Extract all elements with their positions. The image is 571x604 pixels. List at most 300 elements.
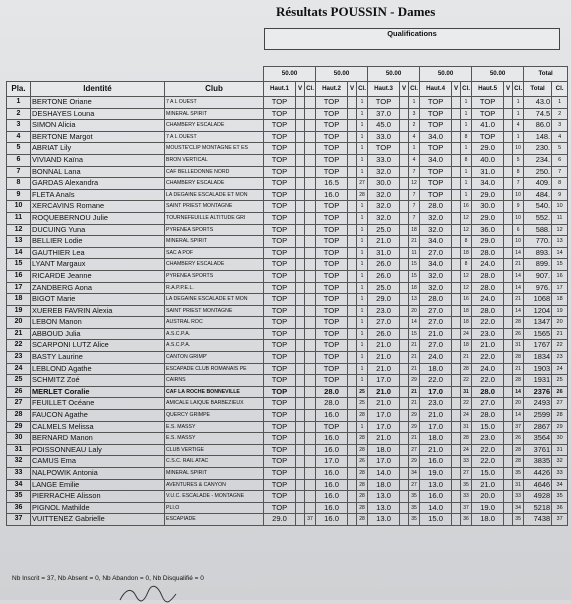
v-4-cell <box>452 143 461 155</box>
v-2-cell <box>348 491 357 503</box>
rank-2-cell: 1 <box>357 247 368 259</box>
rank-2-cell: 1 <box>357 282 368 294</box>
v-3-cell <box>400 340 409 352</box>
v-3-cell <box>400 97 409 109</box>
athlete-name-cell: CAMUS Ema <box>31 456 165 468</box>
height-4-cell: 27.0 <box>420 317 452 329</box>
rank-1-cell <box>305 97 316 109</box>
athlete-name-cell: XERCAVINS Romane <box>31 201 165 213</box>
height-1-cell: TOP <box>264 433 296 445</box>
height-1-cell: TOP <box>264 421 296 433</box>
height-1-cell: TOP <box>264 189 296 201</box>
rank-5-cell: 10 <box>513 236 524 248</box>
table-row <box>7 479 568 491</box>
final-rank-cell: 33 <box>552 468 568 480</box>
height-5-cell: 22.0 <box>472 456 504 468</box>
height-2-cell: TOP <box>316 305 348 317</box>
rank-1-cell <box>305 491 316 503</box>
v-2-cell <box>348 421 357 433</box>
v-4-cell <box>452 305 461 317</box>
height-4-cell: 27.0 <box>420 305 452 317</box>
height-4-cell: 28.0 <box>420 294 452 306</box>
rank-2-cell: 28 <box>357 514 368 526</box>
height-5-cell: 30.0 <box>472 201 504 213</box>
height-4-cell: 22.0 <box>420 375 452 387</box>
rank-cell: 26 <box>7 386 31 398</box>
height-3-cell: 17.0 <box>368 421 400 433</box>
v-2-cell <box>348 352 357 364</box>
table-row <box>7 421 568 433</box>
v-5-cell <box>504 514 513 526</box>
height-3-cell: 27.0 <box>368 317 400 329</box>
rank-1-cell <box>305 398 316 410</box>
rank-5-cell: 35 <box>513 468 524 480</box>
v-5-cell <box>504 398 513 410</box>
v-3-cell <box>400 247 409 259</box>
rank-5-cell: 26 <box>513 433 524 445</box>
table-row <box>7 468 568 480</box>
v-5-cell <box>504 468 513 480</box>
v-1-cell <box>296 294 305 306</box>
club-name-cell: CHAMBERY ESCALADE <box>165 178 264 190</box>
header-cl4: Cl. <box>461 82 472 97</box>
final-rank-cell: 8 <box>552 178 568 190</box>
rank-2-cell: 1 <box>357 108 368 120</box>
rank-2-cell: 1 <box>357 363 368 375</box>
total-score-cell: 74.5 <box>524 108 552 120</box>
rank-3-cell: 20 <box>409 305 420 317</box>
v-3-cell <box>400 131 409 143</box>
rank-2-cell: 1 <box>357 224 368 236</box>
club-name-cell: E.S. MASSY <box>165 433 264 445</box>
club-name-cell: SAINT PRIEST MONTAGNE <box>165 305 264 317</box>
height-3-cell: 21.0 <box>368 363 400 375</box>
final-rank-cell: 26 <box>552 386 568 398</box>
v-2-cell <box>348 201 357 213</box>
height-5-cell: 24.0 <box>472 259 504 271</box>
rank-1-cell <box>305 502 316 514</box>
v-2-cell <box>348 502 357 514</box>
height-4-cell: 34.0 <box>420 259 452 271</box>
header-haut3: Haut.3 <box>368 82 400 97</box>
height-1-cell: TOP <box>264 212 296 224</box>
rank-cell: 14 <box>7 247 31 259</box>
athlete-name-cell: SIMON Alicia <box>31 120 165 132</box>
v-1-cell <box>296 340 305 352</box>
rank-2-cell: 1 <box>357 259 368 271</box>
club-name-cell: MOUSTE'CLIP MONTAGNE ET ES <box>165 143 264 155</box>
height-4-cell: 14.0 <box>420 502 452 514</box>
club-name-cell: AMICALE LAIQUE BARBEZIEUX <box>165 398 264 410</box>
rank-3-cell: 7 <box>409 189 420 201</box>
rank-1-cell <box>305 410 316 422</box>
final-rank-cell: 9 <box>552 189 568 201</box>
height-1-cell: TOP <box>264 259 296 271</box>
total-score-cell: 4646 <box>524 479 552 491</box>
v-5-cell <box>504 154 513 166</box>
rank-1-cell <box>305 317 316 329</box>
height-1-cell: TOP <box>264 131 296 143</box>
club-name-cell: CAF LA ROCHE BONNEVILLE <box>165 386 264 398</box>
rank-5-cell: 28 <box>513 375 524 387</box>
final-rank-cell: 20 <box>552 317 568 329</box>
table-row <box>7 97 568 109</box>
height-5-cell: 22.0 <box>472 352 504 364</box>
points-label-4: 50.00 <box>420 67 472 82</box>
header-haut1: Haut.1 <box>264 82 296 97</box>
rank-1-cell <box>305 363 316 375</box>
total-score-cell: 2376 <box>524 386 552 398</box>
v-1-cell <box>296 421 305 433</box>
height-3-cell: 33.0 <box>368 131 400 143</box>
height-2-cell: TOP <box>316 143 348 155</box>
rank-cell: 8 <box>7 178 31 190</box>
v-4-cell <box>452 328 461 340</box>
final-rank-cell: 31 <box>552 444 568 456</box>
table-row <box>7 352 568 364</box>
height-4-cell: 32.0 <box>420 282 452 294</box>
v-1-cell <box>296 398 305 410</box>
v-2-cell <box>348 514 357 526</box>
v-3-cell <box>400 224 409 236</box>
height-4-cell: 34.0 <box>420 154 452 166</box>
club-name-cell: QUERCY GRIMPE <box>165 410 264 422</box>
rank-2-cell: 1 <box>357 154 368 166</box>
v-4-cell <box>452 270 461 282</box>
rank-4-cell: 8 <box>461 131 472 143</box>
table-row <box>7 305 568 317</box>
height-3-cell: 13.0 <box>368 514 400 526</box>
height-1-cell: TOP <box>264 386 296 398</box>
athlete-name-cell: SCHMITZ Zoé <box>31 375 165 387</box>
header-v2: V <box>348 82 357 97</box>
rank-3-cell: 29 <box>409 456 420 468</box>
rank-1-cell <box>305 433 316 445</box>
height-3-cell: 29.0 <box>368 294 400 306</box>
club-name-cell: E.S. MASSY <box>165 421 264 433</box>
table-row <box>7 375 568 387</box>
rank-4-cell: 24 <box>461 444 472 456</box>
v-4-cell <box>452 212 461 224</box>
height-1-cell: TOP <box>264 201 296 213</box>
v-1-cell <box>296 328 305 340</box>
v-3-cell <box>400 479 409 491</box>
athlete-name-cell: ABBOUD Julia <box>31 328 165 340</box>
v-3-cell <box>400 154 409 166</box>
v-2-cell <box>348 259 357 271</box>
height-5-cell: TOP <box>472 108 504 120</box>
final-rank-cell: 15 <box>552 259 568 271</box>
v-2-cell <box>348 236 357 248</box>
rank-4-cell: 18 <box>461 317 472 329</box>
rank-1-cell <box>305 131 316 143</box>
height-3-cell: 31.0 <box>368 247 400 259</box>
height-1-cell: TOP <box>264 224 296 236</box>
rank-cell: 24 <box>7 363 31 375</box>
height-4-cell: 19.0 <box>420 468 452 480</box>
final-rank-cell: 1 <box>552 97 568 109</box>
v-4-cell <box>452 352 461 364</box>
club-name-cell: A.S.C.P.A. <box>165 340 264 352</box>
club-name-cell: CAIRNS <box>165 375 264 387</box>
height-3-cell: 21.0 <box>368 433 400 445</box>
athlete-name-cell: ZANDBERG Aona <box>31 282 165 294</box>
height-4-cell: 17.0 <box>420 386 452 398</box>
v-3-cell <box>400 294 409 306</box>
v-3-cell <box>400 386 409 398</box>
height-2-cell: 16.5 <box>316 178 348 190</box>
rank-2-cell: 27 <box>357 178 368 190</box>
rank-5-cell: 31 <box>513 479 524 491</box>
v-3-cell <box>400 143 409 155</box>
rank-3-cell: 35 <box>409 491 420 503</box>
height-4-cell: 34.0 <box>420 131 452 143</box>
height-2-cell: TOP <box>316 352 348 364</box>
rank-5-cell: 31 <box>513 340 524 352</box>
table-row <box>7 270 568 282</box>
v-3-cell <box>400 236 409 248</box>
rank-2-cell: 26 <box>357 456 368 468</box>
v-2-cell <box>348 247 357 259</box>
rank-4-cell: 18 <box>461 340 472 352</box>
rank-3-cell: 14 <box>409 317 420 329</box>
table-row <box>7 247 568 259</box>
height-2-cell: TOP <box>316 108 348 120</box>
v-5-cell <box>504 305 513 317</box>
rank-3-cell: 15 <box>409 328 420 340</box>
athlete-name-cell: VUITTENEZ Gabrielle <box>31 514 165 526</box>
height-2-cell: TOP <box>316 294 348 306</box>
v-2-cell <box>348 468 357 480</box>
height-5-cell: 29.0 <box>472 189 504 201</box>
table-row <box>7 108 568 120</box>
v-1-cell <box>296 282 305 294</box>
rank-3-cell: 7 <box>409 166 420 178</box>
rank-1-cell <box>305 294 316 306</box>
rank-1-cell <box>305 282 316 294</box>
rank-5-cell: 1 <box>513 131 524 143</box>
v-5-cell <box>504 189 513 201</box>
qualifications-label: Qualifications <box>387 29 437 38</box>
total-score-cell: 409. <box>524 178 552 190</box>
v-2-cell <box>348 189 357 201</box>
height-4-cell: 16.0 <box>420 456 452 468</box>
rank-5-cell: 21 <box>513 294 524 306</box>
rank-5-cell: 28 <box>513 317 524 329</box>
club-name-cell: MINERAL SPIRIT <box>165 236 264 248</box>
v-4-cell <box>452 410 461 422</box>
height-3-cell: 45.0 <box>368 120 400 132</box>
height-4-cell: 23.0 <box>420 398 452 410</box>
rank-5-cell: 21 <box>513 363 524 375</box>
v-4-cell <box>452 201 461 213</box>
total-score-cell: 1068 <box>524 294 552 306</box>
v-2-cell <box>348 143 357 155</box>
rank-3-cell: 21 <box>409 340 420 352</box>
v-1-cell <box>296 120 305 132</box>
rank-2-cell: 25 <box>357 386 368 398</box>
rank-5-cell: 14 <box>513 247 524 259</box>
athlete-name-cell: BASTY Laurine <box>31 352 165 364</box>
total-score-cell: 3761 <box>524 444 552 456</box>
club-name-cell: 7 A L OUEST <box>165 131 264 143</box>
rank-cell: 7 <box>7 166 31 178</box>
athlete-name-cell: BERTONE Margot <box>31 131 165 143</box>
rank-cell: 20 <box>7 317 31 329</box>
v-5-cell <box>504 247 513 259</box>
rank-4-cell: 1 <box>461 97 472 109</box>
height-3-cell: 21.0 <box>368 340 400 352</box>
height-3-cell: 26.0 <box>368 270 400 282</box>
header-v1: V <box>296 82 305 97</box>
rank-2-cell: 28 <box>357 491 368 503</box>
rank-1-cell <box>305 120 316 132</box>
height-4-cell: 24.0 <box>420 352 452 364</box>
v-5-cell <box>504 340 513 352</box>
rank-4-cell: 22 <box>461 398 472 410</box>
rank-4-cell: 31 <box>461 386 472 398</box>
rank-1-cell <box>305 189 316 201</box>
club-name-cell: A.S.C.P.A. <box>165 328 264 340</box>
rank-4-cell: 1 <box>461 120 472 132</box>
rank-3-cell: 11 <box>409 247 420 259</box>
rank-3-cell: 7 <box>409 212 420 224</box>
rank-3-cell: 27 <box>409 479 420 491</box>
header-total: Total <box>524 82 552 97</box>
v-3-cell <box>400 212 409 224</box>
club-name-cell: LA DEGAINE ESCALADE ET MON <box>165 294 264 306</box>
v-5-cell <box>504 212 513 224</box>
rank-cell: 30 <box>7 433 31 445</box>
height-2-cell: TOP <box>316 212 348 224</box>
rank-3-cell: 15 <box>409 270 420 282</box>
v-1-cell <box>296 259 305 271</box>
height-1-cell: TOP <box>264 375 296 387</box>
rank-4-cell: 16 <box>461 201 472 213</box>
height-1-cell: TOP <box>264 108 296 120</box>
v-5-cell <box>504 108 513 120</box>
v-4-cell <box>452 502 461 514</box>
v-1-cell <box>296 131 305 143</box>
v-4-cell <box>452 131 461 143</box>
v-3-cell <box>400 491 409 503</box>
height-1-cell: TOP <box>264 247 296 259</box>
v-5-cell <box>504 166 513 178</box>
height-2-cell: 16.0 <box>316 433 348 445</box>
height-2-cell: 16.0 <box>316 514 348 526</box>
v-3-cell <box>400 328 409 340</box>
v-4-cell <box>452 444 461 456</box>
v-3-cell <box>400 108 409 120</box>
v-4-cell <box>452 491 461 503</box>
v-4-cell <box>452 247 461 259</box>
club-name-cell: CHAMBERY ESCALADE <box>165 120 264 132</box>
v-4-cell <box>452 386 461 398</box>
height-2-cell: 16.0 <box>316 444 348 456</box>
footer-summary: Nb Inscrit = 37, Nb Absent = 0, Nb Abandon = 0, Nb Disqualifié = 0 <box>12 575 204 582</box>
height-5-cell: 41.0 <box>472 120 504 132</box>
v-4-cell <box>452 224 461 236</box>
rank-1-cell <box>305 352 316 364</box>
rank-cell: 11 <box>7 212 31 224</box>
height-1-cell: TOP <box>264 328 296 340</box>
height-3-cell: 17.0 <box>368 456 400 468</box>
athlete-name-cell: PIGNOL Mathilde <box>31 502 165 514</box>
rank-3-cell: 27 <box>409 444 420 456</box>
rank-3-cell: 21 <box>409 386 420 398</box>
rank-cell: 2 <box>7 108 31 120</box>
rank-cell: 10 <box>7 201 31 213</box>
v-3-cell <box>400 456 409 468</box>
total-score-cell: 976. <box>524 282 552 294</box>
v-3-cell <box>400 259 409 271</box>
total-score-cell: 1903 <box>524 363 552 375</box>
rank-2-cell: 1 <box>357 201 368 213</box>
rank-4-cell: 1 <box>461 166 472 178</box>
total-score-cell: 86.0 <box>524 120 552 132</box>
v-4-cell <box>452 120 461 132</box>
height-4-cell: 32.0 <box>420 212 452 224</box>
height-4-cell: 17.0 <box>420 421 452 433</box>
club-name-cell: 7 A L OUEST <box>165 97 264 109</box>
height-3-cell: 21.0 <box>368 398 400 410</box>
height-5-cell: 28.0 <box>472 282 504 294</box>
table-row <box>7 433 568 445</box>
points-label-5: 50.00 <box>472 67 524 82</box>
table-row <box>7 317 568 329</box>
rank-5-cell: 14 <box>513 386 524 398</box>
total-score-cell: 1834 <box>524 352 552 364</box>
rank-5-cell: 14 <box>513 270 524 282</box>
athlete-name-cell: GAUTHIER Lea <box>31 247 165 259</box>
rank-cell: 37 <box>7 514 31 526</box>
v-4-cell <box>452 340 461 352</box>
v-1-cell <box>296 143 305 155</box>
v-1-cell <box>296 166 305 178</box>
height-4-cell: 32.0 <box>420 270 452 282</box>
height-3-cell: 21.0 <box>368 352 400 364</box>
height-3-cell: TOP <box>368 97 400 109</box>
rank-3-cell: 3 <box>409 108 420 120</box>
height-1-cell: TOP <box>264 491 296 503</box>
total-score-cell: 3835 <box>524 456 552 468</box>
table-row <box>7 491 568 503</box>
v-1-cell <box>296 375 305 387</box>
rank-5-cell: 9 <box>513 201 524 213</box>
header-v5: V <box>504 82 513 97</box>
final-rank-cell: 7 <box>552 166 568 178</box>
v-2-cell <box>348 317 357 329</box>
height-1-cell: TOP <box>264 317 296 329</box>
rank-1-cell <box>305 143 316 155</box>
height-1-cell: TOP <box>264 340 296 352</box>
v-2-cell <box>348 294 357 306</box>
athlete-name-cell: GARDAS Alexandra <box>31 178 165 190</box>
rank-4-cell: 12 <box>461 224 472 236</box>
table-row <box>7 201 568 213</box>
rank-5-cell: 33 <box>513 491 524 503</box>
height-2-cell: 28.0 <box>316 386 348 398</box>
rank-4-cell: 36 <box>461 514 472 526</box>
results-body <box>7 97 568 526</box>
height-2-cell: 28.0 <box>316 398 348 410</box>
rank-cell: 34 <box>7 479 31 491</box>
total-score-cell: 4928 <box>524 491 552 503</box>
club-name-cell: PYRENEA SPORTS <box>165 224 264 236</box>
total-score-cell: 5218 <box>524 502 552 514</box>
rank-3-cell: 13 <box>409 294 420 306</box>
v-5-cell <box>504 502 513 514</box>
